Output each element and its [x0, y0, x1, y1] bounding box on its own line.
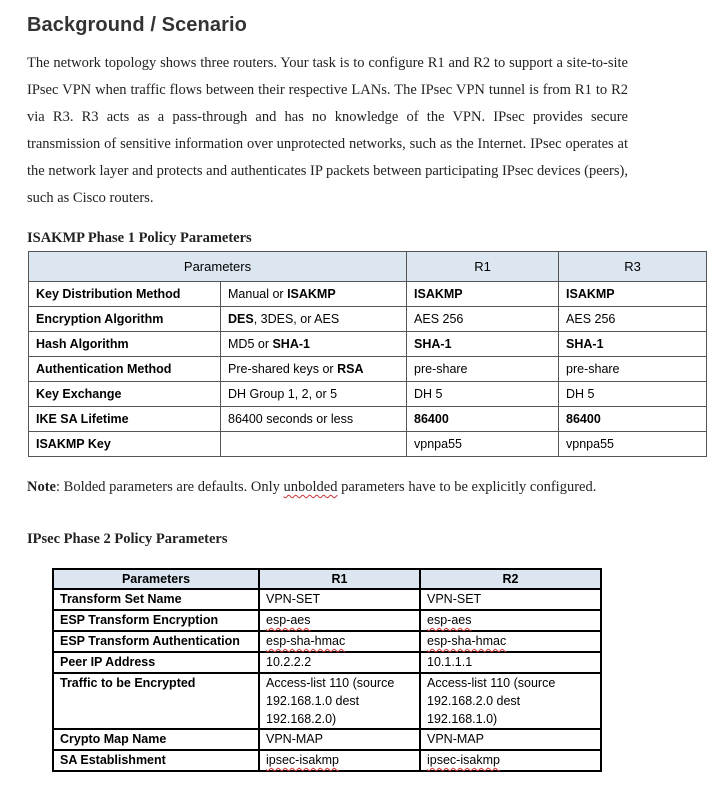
phase2-param-cell: ESP Transform Authentication — [53, 631, 259, 652]
phase1-param-cell: Hash Algorithm — [29, 332, 221, 357]
phase2-param-cell: SA Establishment — [53, 750, 259, 771]
phase2-r2-cell — [420, 750, 601, 771]
phase2-r1-cell — [259, 589, 420, 610]
phase2-header-parameters: Parameters — [53, 569, 259, 589]
phase1-row — [29, 432, 707, 457]
phase1-options-pre: Manual or — [228, 287, 288, 301]
phase2-row — [53, 652, 601, 673]
phase2-r1-cell — [259, 610, 420, 631]
phase2-table — [52, 568, 602, 772]
phase2-row — [53, 589, 601, 610]
phase1-r3-cell: DH 5 — [559, 382, 707, 407]
intro-paragraph: The network topology shows three routers. Your task is to configure R1 and R2 to support a site-to-site IPsec VPN when traffic flows between their respective LANs. The IPsec VPN tunnel is from R1 to R2 via R3. R3 acts as a pass-through and has no knowledge of the VPN. IPsec provides secure transmission of sensitive information over unprotected networks, such as the Internet. IPsec operates at the network layer and protects and authenticates IP packets between participating IPsec devices (peers), such as Cisco routers. — [27, 55, 628, 206]
phase1-options-pre: DH Group 1, 2, or 5 — [228, 387, 338, 401]
phase2-r2-line: 192.168.2.0 dest — [427, 694, 521, 708]
phase2-r1-value: VPN-MAP — [266, 732, 323, 746]
phase2-r1-value: VPN-SET — [266, 592, 321, 606]
phase1-row — [29, 332, 707, 357]
phase1-table — [28, 251, 707, 457]
phase1-options-post: , 3DES, or AES — [253, 312, 340, 326]
phase1-options-default: RSA — [337, 362, 364, 376]
phase2-r1-value: esp-aes — [266, 613, 311, 627]
phase2-param-cell: Transform Set Name — [53, 589, 259, 610]
phase1-r3-cell: SHA-1 — [559, 332, 707, 357]
phase2-r2-line: Access-list 110 (source — [427, 676, 556, 690]
phase2-row — [53, 610, 601, 631]
phase2-param-cell: Crypto Map Name — [53, 729, 259, 750]
phase2-r2-value: esp-aes — [427, 613, 472, 627]
phase2-r1-line: Access-list 110 (source — [266, 676, 395, 690]
phase1-r3-cell: ISAKMP — [559, 282, 707, 307]
phase2-r2-value: 10.1.1.1 — [427, 655, 473, 669]
phase2-param-cell: ESP Transform Encryption — [53, 610, 259, 631]
phase1-options-pre: Pre-shared keys or — [228, 362, 338, 376]
phase1-header-row — [29, 252, 707, 282]
note-label: Note — [27, 479, 56, 495]
phase1-row — [29, 407, 707, 432]
phase2-header-r1: R1 — [259, 569, 420, 589]
phase1-row — [29, 307, 707, 332]
phase2-r2-cell — [420, 673, 601, 729]
phase2-r2-cell — [420, 652, 601, 673]
phase1-param-cell: Encryption Algorithm — [29, 307, 221, 332]
phase1-header-parameters: Parameters — [29, 252, 407, 282]
phase1-r1-cell: SHA-1 — [407, 332, 559, 357]
phase1-r3-cell: AES 256 — [559, 307, 707, 332]
phase1-options-cell — [221, 407, 407, 432]
phase1-options-default: DES — [228, 312, 254, 326]
phase1-options-cell — [221, 332, 407, 357]
phase2-header-row — [53, 569, 601, 589]
phase1-r1-cell: AES 256 — [407, 307, 559, 332]
phase2-r1-cell — [259, 652, 420, 673]
phase1-param-cell: IKE SA Lifetime — [29, 407, 221, 432]
phase1-options-pre: 86400 seconds or less — [228, 412, 354, 426]
phase2-heading: IPsec Phase 2 Policy Parameters — [27, 531, 228, 547]
phase1-options-cell — [221, 357, 407, 382]
phase2-param-cell: Peer IP Address — [53, 652, 259, 673]
phase1-options-cell — [221, 307, 407, 332]
note-text-post: parameters have to be explicitly configured. — [337, 479, 597, 495]
phase2-header-r2: R2 — [420, 569, 601, 589]
phase1-r3-cell: 86400 — [559, 407, 707, 432]
phase1-r1-cell: DH 5 — [407, 382, 559, 407]
phase2-row — [53, 673, 601, 729]
phase1-row — [29, 282, 707, 307]
note-text-squiggle: unbolded — [283, 479, 338, 495]
phase1-r1-cell: vpnpa55 — [407, 432, 559, 457]
phase1-row — [29, 357, 707, 382]
phase2-r1-cell — [259, 673, 420, 729]
phase1-param-cell: Key Distribution Method — [29, 282, 221, 307]
phase2-r1-line: 192.168.1.0 dest — [266, 694, 360, 708]
phase2-r1-cell — [259, 631, 420, 652]
phase1-header-r3: R3 — [559, 252, 707, 282]
phase1-param-cell: ISAKMP Key — [29, 432, 221, 457]
phase2-r1-cell — [259, 750, 420, 771]
phase2-row — [53, 631, 601, 652]
phase1-options-cell — [221, 282, 407, 307]
page-title: Background / Scenario — [27, 14, 247, 36]
phase2-r1-line: 192.168.2.0) — [266, 712, 337, 726]
phase2-r1-value: ipsec-isakmp — [266, 753, 339, 767]
note-text-pre: : Bolded parameters are defaults. Only — [56, 479, 284, 495]
phase2-r2-cell — [420, 610, 601, 631]
phase2-r1-cell — [259, 729, 420, 750]
phase2-r2-cell — [420, 729, 601, 750]
phase2-r2-value: esp-sha-hmac — [427, 634, 507, 648]
phase2-param-cell: Traffic to be Encrypted — [53, 673, 259, 729]
phase1-heading: ISAKMP Phase 1 Policy Parameters — [27, 230, 252, 246]
phase1-r3-cell: pre-share — [559, 357, 707, 382]
phase1-options-default: ISAKMP — [287, 287, 336, 301]
phase1-r3-cell: vpnpa55 — [559, 432, 707, 457]
phase2-r2-value: ipsec-isakmp — [427, 753, 500, 767]
phase2-r2-value: VPN-SET — [427, 592, 482, 606]
phase2-r2-line: 192.168.1.0) — [427, 712, 498, 726]
phase1-r1-cell: 86400 — [407, 407, 559, 432]
phase1-options-cell — [221, 432, 407, 457]
phase2-r1-value: 10.2.2.2 — [266, 655, 312, 669]
phase2-row — [53, 729, 601, 750]
phase1-options-cell — [221, 382, 407, 407]
phase2-r2-cell — [420, 589, 601, 610]
phase1-options-default: SHA-1 — [272, 337, 310, 351]
phase2-row — [53, 750, 601, 771]
phase1-r1-cell: pre-share — [407, 357, 559, 382]
phase1-header-r1: R1 — [407, 252, 559, 282]
phase1-param-cell: Authentication Method — [29, 357, 221, 382]
note-paragraph — [27, 478, 628, 496]
phase2-r2-cell — [420, 631, 601, 652]
phase1-row — [29, 382, 707, 407]
phase1-param-cell: Key Exchange — [29, 382, 221, 407]
phase2-r2-value: VPN-MAP — [427, 732, 484, 746]
phase1-options-pre: MD5 or — [228, 337, 273, 351]
phase1-r1-cell: ISAKMP — [407, 282, 559, 307]
phase2-r1-value: esp-sha-hmac — [266, 634, 346, 648]
